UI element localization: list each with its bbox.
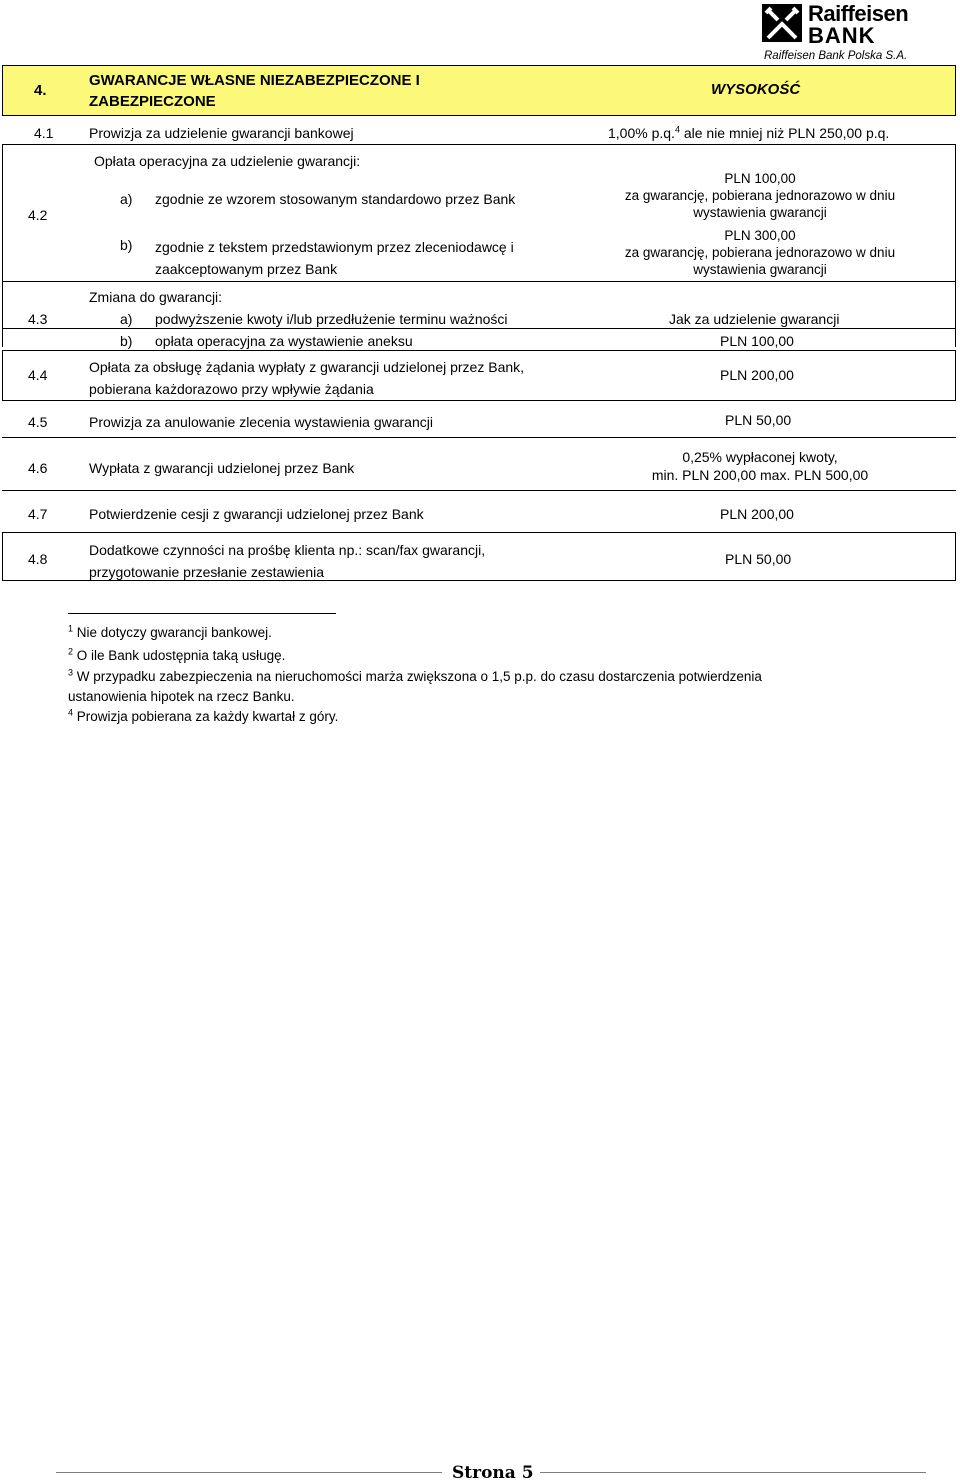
logo-name-line1: Raiffeisen (808, 1, 909, 26)
row-4-2-b-letter: b) (120, 237, 133, 253)
logo-name-line2: BANK (808, 23, 876, 48)
row-4-1-label: Prowizja za udzielenie gwarancji bankowej (89, 125, 354, 141)
raiffeisen-logo (762, 2, 932, 68)
row-4-5-value: PLN 50,00 (725, 412, 792, 428)
footnote-ref: 4 (674, 124, 680, 135)
row-4-3-a-label: podwyższenie kwoty i/lub przedłużenie terminu ważności (155, 311, 508, 327)
row-4-2-intro: Opłata operacyjna za udzielenie gwarancji: (94, 153, 361, 169)
section-title: GWARANCJE WŁASNE NIEZABEZPIECZONE I ZABEZPIECZONE (89, 72, 420, 110)
row-4-5-label: Prowizja za anulowanie zlecenia wystawienia gwarancji (89, 414, 433, 430)
page-number: Strona 5 (452, 1463, 534, 1483)
footnote-1: $^1$ Nie dotyczy gwarancji bankowej. (68, 623, 272, 640)
row-4-1-value: 1,00% p.q.$^4$ ale nie mniej niż PLN 250,00 p.q. (608, 124, 890, 141)
row-4-7-label: Potwierdzenie cesji z gwarancji udzielonej przez Bank (89, 506, 424, 522)
row-4-8-number: 4.8 (28, 551, 48, 567)
row-4-7-value: PLN 200,00 (720, 506, 794, 522)
logo-subtitle: Raiffeisen Bank Polska S.A. (764, 50, 908, 62)
row-4-7-number: 4.7 (28, 506, 48, 522)
row-4-4-label: Opłata za obsługę żądania wypłaty z gwarancji udzielonej przez Bank, pobierana każdorazowo przy wpływie żądania (89, 359, 525, 397)
row-4-3-b-label: opłata operacyjna za wystawienie aneksu (155, 333, 413, 349)
row-4-2-number: 4.2 (28, 207, 48, 223)
row-4-2-a-letter: a) (120, 191, 133, 207)
row-4-5-number: 4.5 (28, 414, 48, 430)
row-4-6-label: Wypłata z gwarancji udzielonej przez Bank (89, 460, 355, 476)
row-4-3-intro: Zmiana do gwarancji: (89, 289, 223, 305)
footnote-separator (68, 613, 336, 614)
row-4-8-label: Dodatkowe czynności na prośbę klienta np.: scan/fax gwarancji, przygotowanie przesłanie zestawienia (89, 542, 486, 580)
row-4-3-a-value: Jak za udzielenie gwarancji (669, 311, 840, 327)
footnote-3: $^3$ W przypadku zabezpieczenia na nieruchomości marża zwiększona o 1,5 p.p. do czasu dostarczenia potwierdzenia ustanowienia hipotek na rzecz Banku. (68, 667, 762, 704)
row-4-4-value: PLN 200,00 (720, 367, 794, 383)
row-4-6-number: 4.6 (28, 460, 48, 476)
gable-cross-icon (762, 4, 802, 42)
section-number: 4. (34, 82, 47, 99)
row-4-6-value: 0,25% wypłaconej kwoty, min. PLN 200,00 max. PLN 500,00 (651, 449, 869, 483)
row-4-3-b-letter: b) (120, 333, 133, 349)
row-4-1-number: 4.1 (34, 125, 54, 141)
row-4-2-a-label: zgodnie ze wzorem stosowanym standardowo przez Bank (155, 191, 516, 207)
footnote-4: $^4$ Prowizja pobierana za każdy kwartał z góry. (68, 707, 339, 724)
row-4-2-a-value: PLN 100,00 za gwarancję, pobierana jednorazowo w dniu wystawienia gwarancji (624, 171, 896, 220)
row-4-2-b-label: zgodnie z tekstem przedstawionym przez zleceniodawcę i zaakceptowanym przez Bank (155, 239, 514, 277)
row-4-8-value: PLN 50,00 (725, 551, 792, 567)
row-4-3-b-value: PLN 100,00 (720, 333, 794, 349)
row-4-2-b-value: PLN 300,00 za gwarancję, pobierana jednorazowo w dniu wystawienia gwarancji (624, 228, 896, 277)
column-header-amount: WYSOKOŚĆ (711, 81, 801, 98)
row-4-4-number: 4.4 (28, 367, 48, 383)
footnote-2: $^2$ O ile Bank udostępnia taką usługę. (68, 646, 286, 663)
row-4-3-number: 4.3 (28, 311, 48, 327)
row-4-3-a-letter: a) (120, 311, 133, 327)
